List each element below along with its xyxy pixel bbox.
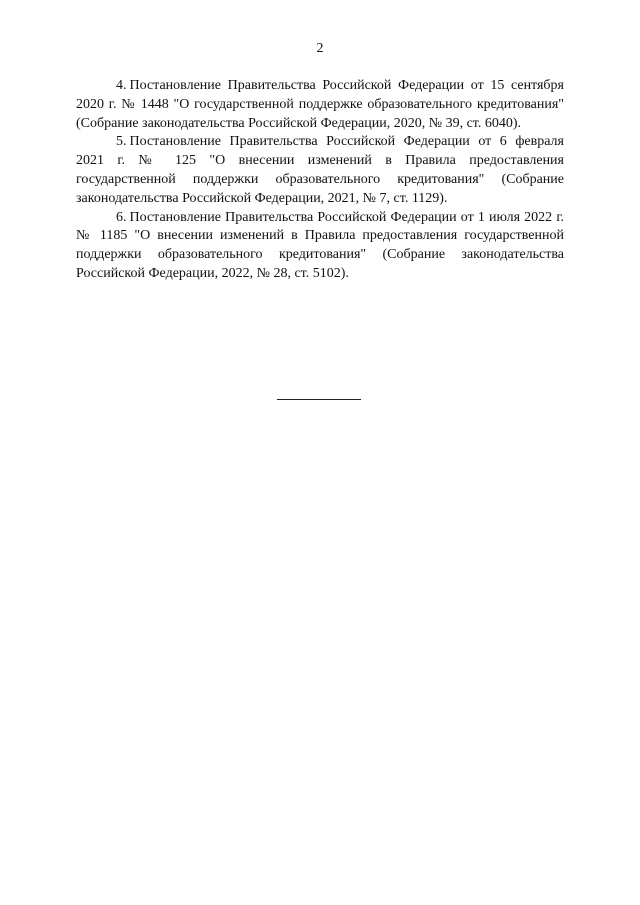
- list-item-number: 6.: [116, 209, 127, 225]
- list-item-number: 4.: [116, 78, 127, 93]
- list-item-number: 5.: [116, 134, 127, 150]
- list-item: [76, 209, 564, 284]
- list-item-text: Постановление Правительства Российской Федерации от 6 февраля 2021 г. № 125 "О внесении изменений в Правила предоставления государственной поддержки образовательного кредитования" (Собрание законодательства Российской Федерации, 2021, № 7, ст. 1129).: [76, 134, 564, 206]
- end-separator-line: [277, 399, 361, 400]
- page-number: 2: [316, 41, 324, 56]
- list-item-text: Постановление Правительства Российской Федерации от 1 июля 2022 г. № 1185 "О внесении изменений в Правила предоставления государственной поддержки образовательного кредитования" (Собрание законодательства Российской Федерации, 2022, № 28, ст. 5102).: [76, 209, 564, 281]
- list-item: [76, 77, 564, 133]
- document-list: [76, 77, 564, 284]
- list-item-text: Постановление Правительства Российской Федерации от 15 сентября 2020 г. № 1448 "О государственной поддержке образовательного кредитования" (Собрание законодательства Российской Федерации, 2020, № 39, ст. 6040).: [76, 78, 564, 131]
- list-item: [76, 133, 564, 208]
